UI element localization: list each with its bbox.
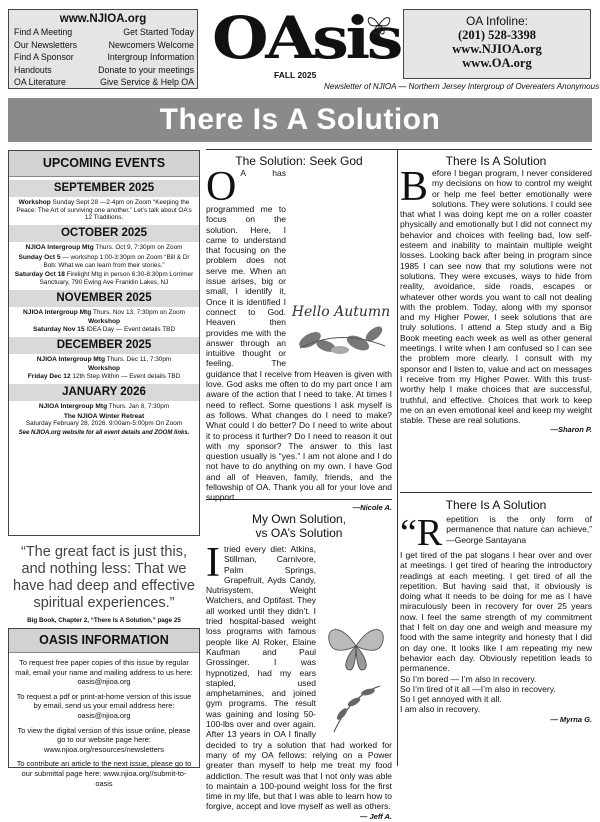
- column-divider: [397, 150, 398, 766]
- month-heading: OCTOBER 2025: [9, 225, 199, 242]
- article-body: tried every diet: Atkins, Stillman, Carnivore, Palm Springs, Grapefruit, Ayds Candy, Nutrisystem, Weight Watchers, and Optifast. They all worked until they didn’t. I tried hospital-based weight loss programs with famous people like Al Roker, Elaine Kaufman and Paul Grossinger. I was hypnotized, had my ears stapled, used amphetamines, and joined gym programs. The result was gaining and losing 50-100-lbs over and over again. After 13 years in OA I finally decided to try a solution that had worked for many of my OA fellows: relying on a Power greater than myself to help me treat my food addiction. The result was that I not only was able to maintain a 100-pound weight loss for the first time in my life, but that I was able to learn how to forgive, accept and love myself as well as others.: [206, 544, 392, 812]
- event-item: Saturday February 28, 2026. 9:00am-5:00pm On Zoom: [25, 420, 183, 428]
- event-item: Workshop Sunday Sept 28 —2-4pm on Zoom “Keeping the Peace: The Art of surviving one another.” Let’s talk about OA’s 12 Traditions.: [16, 199, 192, 222]
- info-paragraph: To view the digital version of this issue online, please go to our website page here: www.njioa.org/resources/newsletters: [17, 725, 191, 754]
- month-heading: NOVEMBER 2025: [9, 290, 199, 307]
- site-url[interactable]: www.NJIOA.org: [59, 13, 147, 25]
- article-line: So I’m tired of it all —I’m also in recovery.: [400, 683, 556, 694]
- article-title: There Is A Solution: [445, 154, 547, 168]
- divider: [206, 149, 592, 150]
- page-title: There Is A Solution: [159, 103, 441, 136]
- article-signature: — Myrna G.: [550, 714, 592, 724]
- event-item: NJIOA Intergroup Mtg Thurs. Oct 9, 7:30pm on Zoom: [25, 244, 183, 252]
- events-note: See NJIOA.org website for all event details and ZOOM links.: [18, 429, 190, 436]
- art-caption: Hello Autumn: [291, 304, 391, 320]
- article-signature: —Nicole A.: [352, 502, 392, 512]
- month-heading: JANUARY 2026: [9, 384, 199, 401]
- article-line: So I get annoyed with it all.: [400, 694, 502, 705]
- issue-season: FALL 2025: [274, 70, 317, 80]
- article-seek-god: [206, 154, 392, 512]
- event-item: Friday Dec 12 12th Step Within — Event details TBD: [27, 373, 181, 381]
- quote-text: “The great fact is just this, and nothing less: That we have had deep and effective spiritual experiences.”: [13, 544, 195, 611]
- autumn-leaves-illustration: [290, 288, 392, 358]
- link-find-sponsor[interactable]: Find A Sponsor: [14, 52, 74, 63]
- drop-cap: O: [206, 164, 237, 210]
- event-item: NJIOA Intergroup Mtg Thurs. Nov 13, 7:30pm on Zoom: [23, 308, 185, 316]
- tagline: Newsletter of NJIOA — Northern Jersey Intergroup of Overeaters Anonymous: [324, 82, 600, 91]
- event-item: NJIOA Intergroup Mtg Thurs. Dec 11, 7:30pm: [36, 355, 172, 363]
- article-title: vs OA’s Solution: [255, 526, 343, 540]
- link-get-started[interactable]: Get Started Today: [123, 27, 194, 37]
- event-item: Saturday Oct 18 Firelight Mtg in person 6:30-8:30pm Lorrimer Sanctuary, 790 Ewing Ave Franklin Lakes, NJ: [14, 271, 194, 286]
- infoline-site-oa[interactable]: www.OA.org: [462, 56, 532, 70]
- info-paragraph: To contribute an article to the next issue, please go to our submittal page here: www.njioa.org//submit-to-oasis: [16, 759, 192, 788]
- link-newsletters[interactable]: Our Newsletters: [14, 39, 78, 50]
- article-there-is-a-solution-2: [400, 498, 592, 766]
- article-signature: — Jeff A.: [359, 811, 392, 821]
- upcoming-events-box: [8, 150, 200, 536]
- link-find-meeting[interactable]: Find A Meeting: [14, 27, 73, 37]
- infoline-phone[interactable]: (201) 528-3398: [457, 28, 537, 42]
- month-heading: SEPTEMBER 2025: [9, 180, 199, 197]
- link-donate[interactable]: Donate to your meetings: [98, 64, 194, 75]
- header-links: [14, 26, 192, 89]
- article-title: There Is A Solution: [445, 498, 547, 512]
- drop-cap: I: [206, 540, 220, 586]
- oasis-info-box: [8, 628, 200, 788]
- drop-cap: B: [400, 164, 429, 210]
- event-item: Workshop: [87, 365, 121, 373]
- article-body: I get tired of the pat slogans I hear over and over at meetings. I get tired of hearing the introductory readings at each meeting. I get tired of all the repetition. But having said that, it obviously is doing what it needs to be doing for me as I have miraculously been in recovery for over 25 years now. I feel the same strength of my commitment that I felt on day one and weigh and measure my food with the same integrity and honesty that I did on day one. It looks like I am repeating my new behavior each day. Obviously repetition leads to permanence.: [400, 550, 592, 674]
- link-handouts[interactable]: Handouts: [14, 64, 52, 75]
- article-title: The Solution: Seek God: [235, 154, 363, 168]
- info-heading: OASIS INFORMATION: [9, 629, 199, 653]
- link-give-service[interactable]: Give Service & Help OA: [100, 77, 194, 88]
- article-epigraph: epetition is the only form of permanence that nature can achieve,” —George Santayana: [446, 514, 592, 545]
- article-there-is-a-solution-1: [400, 154, 592, 494]
- infoline-site-njioa[interactable]: www.NJIOA.org: [452, 42, 542, 56]
- article-line: I am also in recovery.: [400, 704, 481, 715]
- header-links-box: [8, 9, 198, 89]
- event-item: Saturday Nov 15 IDEA Day — Event details TBD: [32, 326, 176, 334]
- butterfly-icon: [366, 14, 392, 36]
- article-body: A has programmed me to focus on the solution. Here, I came to understand that focusing on the problem does not serve me. When an issue arises, big or small, I identify it, Once it is identified I connect to God. Heaven then provides me with the answer through an intuitive thought or feeling. The guidance that I receive from Heaven is given with love. God asks me often to do my part once I am aware of the action that I need to take. At times I need to reflect. Some questions I ask myself is as follows. What changes do I need to make? What could I do better? Do I need to write about it to process it further? Do I need to reason it out with my sponsor? The answer to this last question usually is “yes.” I am not alone and I do not have to do anything on my own. I have God and all of Heaven, family, friends, and the fellowship of OA. Thank you all for your love and support.: [206, 168, 392, 503]
- info-paragraph: To request free paper copies of this issue by regular mail, email your name and mailing address to us here: oasis@njioa.org: [15, 658, 193, 687]
- article-own-solution: [206, 512, 392, 821]
- logo: OAsis: [212, 4, 401, 72]
- event-item: NJIOA Intergroup Mtg Thurs. Jan 8, 7:30pm: [38, 402, 170, 410]
- article-title: My Own Solution,: [251, 512, 347, 526]
- month-heading: DECEMBER 2025: [9, 337, 199, 354]
- drop-cap: “R: [400, 512, 443, 554]
- event-item: Sunday Oct 5 — workshop 1:00-3:30pm on Zoom “Bill & Dr Bob: What we can learn from their stories.”: [18, 253, 190, 269]
- link-newcomers[interactable]: Newcomers Welcome: [108, 39, 194, 50]
- infoline-box: [403, 9, 591, 79]
- link-oa-literature[interactable]: OA Literature: [14, 77, 66, 88]
- masthead: [206, 4, 401, 92]
- quote-source: Big Book, Chapter 2, “There Is A Solution,” page 25: [27, 617, 181, 624]
- info-paragraph: To request a pdf or print-at-home version of this issue by email, send us your email address here: oasis@njioa.org: [16, 691, 192, 720]
- event-item: Workshop: [87, 318, 121, 326]
- article-line: So I’m bored — I’m also in recovery.: [400, 673, 537, 684]
- title-bar: [8, 98, 592, 142]
- infoline-label: OA Infoline:: [465, 14, 529, 28]
- butterfly-flower-illustration: [320, 616, 392, 734]
- article-signature: —Sharon P.: [550, 425, 592, 435]
- events-heading: UPCOMING EVENTS: [9, 151, 199, 177]
- article-body: efore I began program, I never considered my decisions on how to control my weight or help me feel better emotionally were solutions. They were solutions. I could see that what I was doing kept me on a roller coaster physically and emotionally but I did not connect my behavior and choices with feeling bad, low self-esteem and inability to maintain multiple weight losses. Looking back after being in program since 1985 I can see now that my solutions were not solutions. They were excuses, ways to hide from reality, avoidance, side roads, escapes or whatever other words you want to call not dealing with the problem. Today, along with my sponsor and my Higher Power, I seek solutions that are truly solutions. I attend a Step study and a Big Book meeting each week as well as other general meetings. I write when I am confused so I can see the problem more clearly. I consult with my sponsor and I listen to, value and act on messages I receive from my Higher Power. With this trust-worthy help I make choices that are successful, truthful, and effective. Choices that work to keep me on an even emotional keel and keep my weight stable. These are real solutions.: [400, 168, 592, 426]
- link-intergroup-info[interactable]: Intergroup Information: [107, 52, 194, 63]
- event-item: The NJIOA Winter Retreat: [63, 412, 145, 420]
